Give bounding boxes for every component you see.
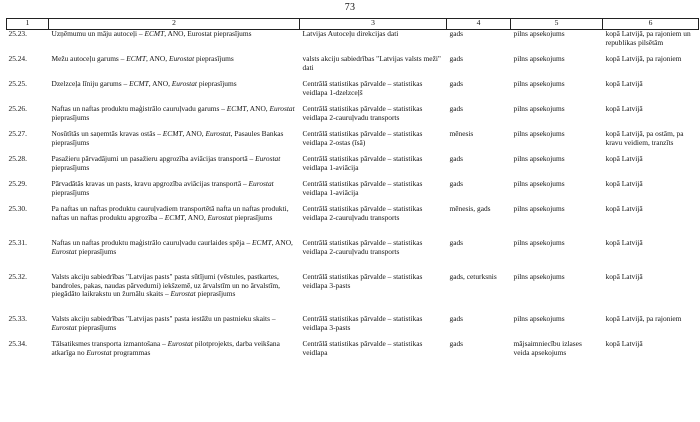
detail-level: kopā Latvijā — [605, 180, 643, 188]
description-part: Nosūtītās un saņemtās kravas ostās – — [51, 130, 163, 138]
coverage: pilns apsekojums — [513, 273, 565, 281]
detail-level: kopā Latvijā — [605, 80, 643, 88]
description-part: Eurostat — [168, 55, 195, 63]
table-row — [7, 180, 699, 205]
description-part: programmas — [111, 347, 151, 357]
coverage: pilns apsekojums — [513, 315, 565, 323]
data-source: Centrālā statistikas pārvalde – statistikas veidlapa 3-pasts — [302, 273, 423, 290]
description-part: Eurostat — [248, 180, 274, 188]
indicator-description — [49, 205, 300, 239]
description-part: Valsts akciju sabiedrības "Latvijas pasts" pasta sūtījumi (vēstules, pastkartes, bandroles, pakas, naudas pārvedumi) iekšzemē, uz ārvalstīm un no ārvalstīm, piegādāto laikrakstu un žurnālu skaits – — [51, 273, 280, 299]
row-number: 25.27. — [8, 130, 27, 138]
description-part: ECMT — [144, 29, 165, 38]
coverage: pilns apsekojums — [513, 55, 565, 63]
description-part: Pārvadātās kravas un pasts, kravu apgrozība aviācijas transportā – — [51, 180, 249, 188]
header-row — [7, 19, 699, 30]
table-row — [7, 105, 699, 130]
data-source: Centrālā statistikas pārvalde – statistikas veidlapa 1-dzelzceļš — [302, 80, 423, 97]
indicator-description — [49, 239, 300, 273]
column-header: 2 — [49, 19, 300, 30]
indicator-description — [49, 155, 300, 180]
row-number: 25.33. — [8, 315, 27, 323]
indicator-description — [49, 105, 300, 130]
description-part: Pasažieru pārvadājumi un pasažieru apgrozība aviācijas transportā – — [51, 155, 256, 163]
table-row — [7, 130, 699, 155]
detail-level: kopā Latvijā, pa rajoniem — [605, 55, 682, 63]
description-part: Dzelzceļa līniju garums – — [51, 80, 130, 88]
indicator-description — [49, 80, 300, 105]
row-number: 25.29. — [8, 180, 27, 188]
coverage: pilns apsekojums — [513, 239, 565, 247]
row-number: 25.30. — [8, 205, 27, 213]
indicator-description — [49, 130, 300, 155]
indicator-description — [49, 30, 300, 56]
data-source: Centrālā statistikas pārvalde – statistikas veidlapa 2-cauruļvadu transports — [302, 205, 423, 222]
description-part: Naftas un naftas produktu maģistrālo cauruļvadu garums – — [51, 105, 227, 113]
description-part: Tālsatiksmes transporta izmantošana – — [51, 340, 168, 348]
description-part: Mežu autoceļu garums – — [51, 55, 127, 63]
row-number: 25.31. — [8, 239, 27, 247]
table-row — [7, 239, 699, 273]
description-part: pieprasījums — [51, 112, 90, 122]
period: gads — [449, 29, 464, 38]
description-part: , ANO, — [271, 239, 293, 247]
period: gads — [449, 180, 464, 188]
page-number: 73 — [344, 2, 356, 13]
row-number: 25.34. — [8, 340, 27, 348]
period: gads, ceturksnis — [449, 273, 497, 281]
column-header: 6 — [603, 19, 699, 30]
row-number: 25.23. — [8, 29, 27, 38]
coverage: pilns apsekojums — [513, 130, 565, 138]
description-part: pieprasījums — [51, 187, 90, 197]
column-header: 3 — [300, 19, 447, 30]
description-part: Eurostat — [269, 105, 295, 113]
description-part: Eurostat — [51, 246, 77, 256]
table-row — [7, 340, 699, 374]
indicator-description — [49, 340, 300, 374]
data-source: valsts akciju sabiedrības "Latvijas valsts meži" dati — [302, 55, 441, 72]
column-header: 1 — [7, 19, 49, 30]
row-number: 25.26. — [8, 105, 27, 113]
table-row — [7, 155, 699, 180]
period: gads — [449, 55, 464, 63]
description-part: Eurostat — [207, 212, 233, 222]
indicator-description — [49, 180, 300, 205]
description-part: ECMT — [226, 105, 247, 113]
table-row — [7, 80, 699, 105]
data-source: Centrālā statistikas pārvalde – statistikas veidlapa 2-cauruļvadu transports — [302, 105, 423, 122]
coverage: mājsaimniecību izlases veida apsekojums — [513, 340, 582, 357]
data-source: Latvijas Autoceļu direkcijas dati — [302, 29, 399, 38]
data-source: Centrālā statistikas pārvalde – statistikas veidlapa 1-aviācija — [302, 155, 423, 172]
description-part: pieprasījums — [76, 322, 117, 332]
description-part: , ANO, — [184, 212, 208, 222]
indicator-description — [49, 273, 300, 315]
description-part: ECMT — [252, 239, 272, 247]
description-part: Eurostat — [171, 80, 197, 88]
description-part: , ANO, Eurostat pieprasījums — [164, 29, 252, 38]
description-part: pieprasījums — [232, 212, 273, 222]
coverage: pilns apsekojums — [513, 205, 565, 213]
detail-level: kopā Latvijā — [605, 155, 643, 163]
table-row — [7, 55, 699, 80]
description-part: , Pasaules Bankas pieprasījums — [51, 130, 284, 147]
description-part: , ANO, — [145, 55, 169, 63]
description-part: pieprasījums — [76, 246, 117, 256]
data-source: Centrālā statistikas pārvalde – statistikas veidlapa 2-ostas (īsā) — [302, 130, 423, 147]
description-part: pieprasījums — [196, 80, 237, 88]
detail-level: kopā Latvijā — [605, 239, 643, 247]
indicator-description — [49, 315, 300, 340]
coverage: pilns apsekojums — [513, 155, 565, 163]
data-source: Centrālā statistikas pārvalde – statistikas veidlapa 2-cauruļvadu transports — [302, 239, 423, 256]
coverage: pilns apsekojums — [513, 80, 565, 88]
detail-level: kopā Latvijā — [605, 105, 643, 113]
detail-level: kopā Latvijā — [605, 273, 643, 281]
period: gads — [449, 105, 464, 113]
detail-level: kopā Latvijā, pa ostām, pa kravu veidiem, tranzīts — [605, 130, 684, 147]
description-part: Eurostat — [205, 130, 231, 138]
description-part: ECMT — [126, 55, 146, 63]
coverage: pilns apsekojums — [513, 105, 565, 113]
row-number: 25.32. — [8, 273, 27, 281]
data-source: Centrālā statistikas pārvalde – statistikas veidlapa 3-pasts — [302, 315, 423, 332]
description-part: pilotprojekts, darba veikšana atkarīga no — [51, 340, 280, 357]
detail-level: kopā Latvijā — [605, 340, 643, 348]
description-part: pieprasījums — [195, 289, 236, 299]
detail-level: kopā Latvijā, pa rajoniem — [605, 315, 682, 323]
table-body — [7, 30, 699, 375]
coverage: pilns apsekojums — [513, 180, 565, 188]
description-part: Eurostat — [255, 155, 281, 163]
description-part: Eurostat — [86, 347, 112, 357]
row-number: 25.28. — [8, 155, 27, 163]
description-part: ECMT — [129, 80, 149, 88]
statistics-table — [6, 18, 699, 374]
table-row — [7, 273, 699, 315]
description-part: pieprasījums — [194, 55, 234, 63]
description-part: Naftas un naftas produktu maģistrālo cauruļvadu caurlaides spēja – — [51, 239, 253, 247]
indicator-description — [49, 55, 300, 80]
description-part: , ANO, — [246, 105, 270, 113]
table-row — [7, 315, 699, 340]
column-header: 4 — [447, 19, 511, 30]
table-row — [7, 30, 699, 56]
column-header: 5 — [511, 19, 603, 30]
description-part: Valsts akciju sabiedrības "Latvijas pasts" pasta iestāžu un pastnieku skaits – — [51, 315, 276, 323]
description-part: Eurostat — [167, 340, 193, 348]
row-number: 25.24. — [8, 55, 27, 63]
description-part: Eurostat — [170, 289, 196, 299]
description-part: pieprasījums — [51, 162, 90, 172]
period: gads — [449, 155, 464, 163]
row-number: 25.25. — [8, 80, 27, 88]
detail-level: kopā Latvijā, pa rajoniem un republikas pilsētām — [605, 29, 691, 47]
description-part: ECMT — [162, 130, 183, 138]
detail-level: kopā Latvijā — [605, 205, 643, 213]
data-source: Centrālā statistikas pārvalde – statistikas veidlapa 1-aviācija — [302, 180, 423, 197]
table-row — [7, 205, 699, 239]
period: gads — [449, 80, 464, 88]
description-part: ECMT — [164, 212, 185, 222]
description-part: Uzņēmumu un māju autoceļi – — [51, 29, 145, 38]
data-source: Centrālā statistikas pārvalde – statistikas veidlapa — [302, 340, 423, 357]
description-part: , ANO, — [148, 80, 172, 88]
period: gads — [449, 239, 464, 247]
description-part: , ANO, — [182, 130, 206, 138]
coverage: pilns apsekojums — [513, 29, 565, 38]
description-part: Pa naftas un naftas produktu cauruļvadiem transportētā nafta un naftas produkti, naftas un naftas produktu apgrozība – — [51, 205, 289, 222]
period: mēnesis, gads — [449, 205, 491, 213]
description-part: Eurostat — [51, 322, 77, 332]
period: gads — [449, 340, 464, 348]
period: gads — [449, 315, 464, 323]
period: mēnesis — [449, 130, 474, 138]
